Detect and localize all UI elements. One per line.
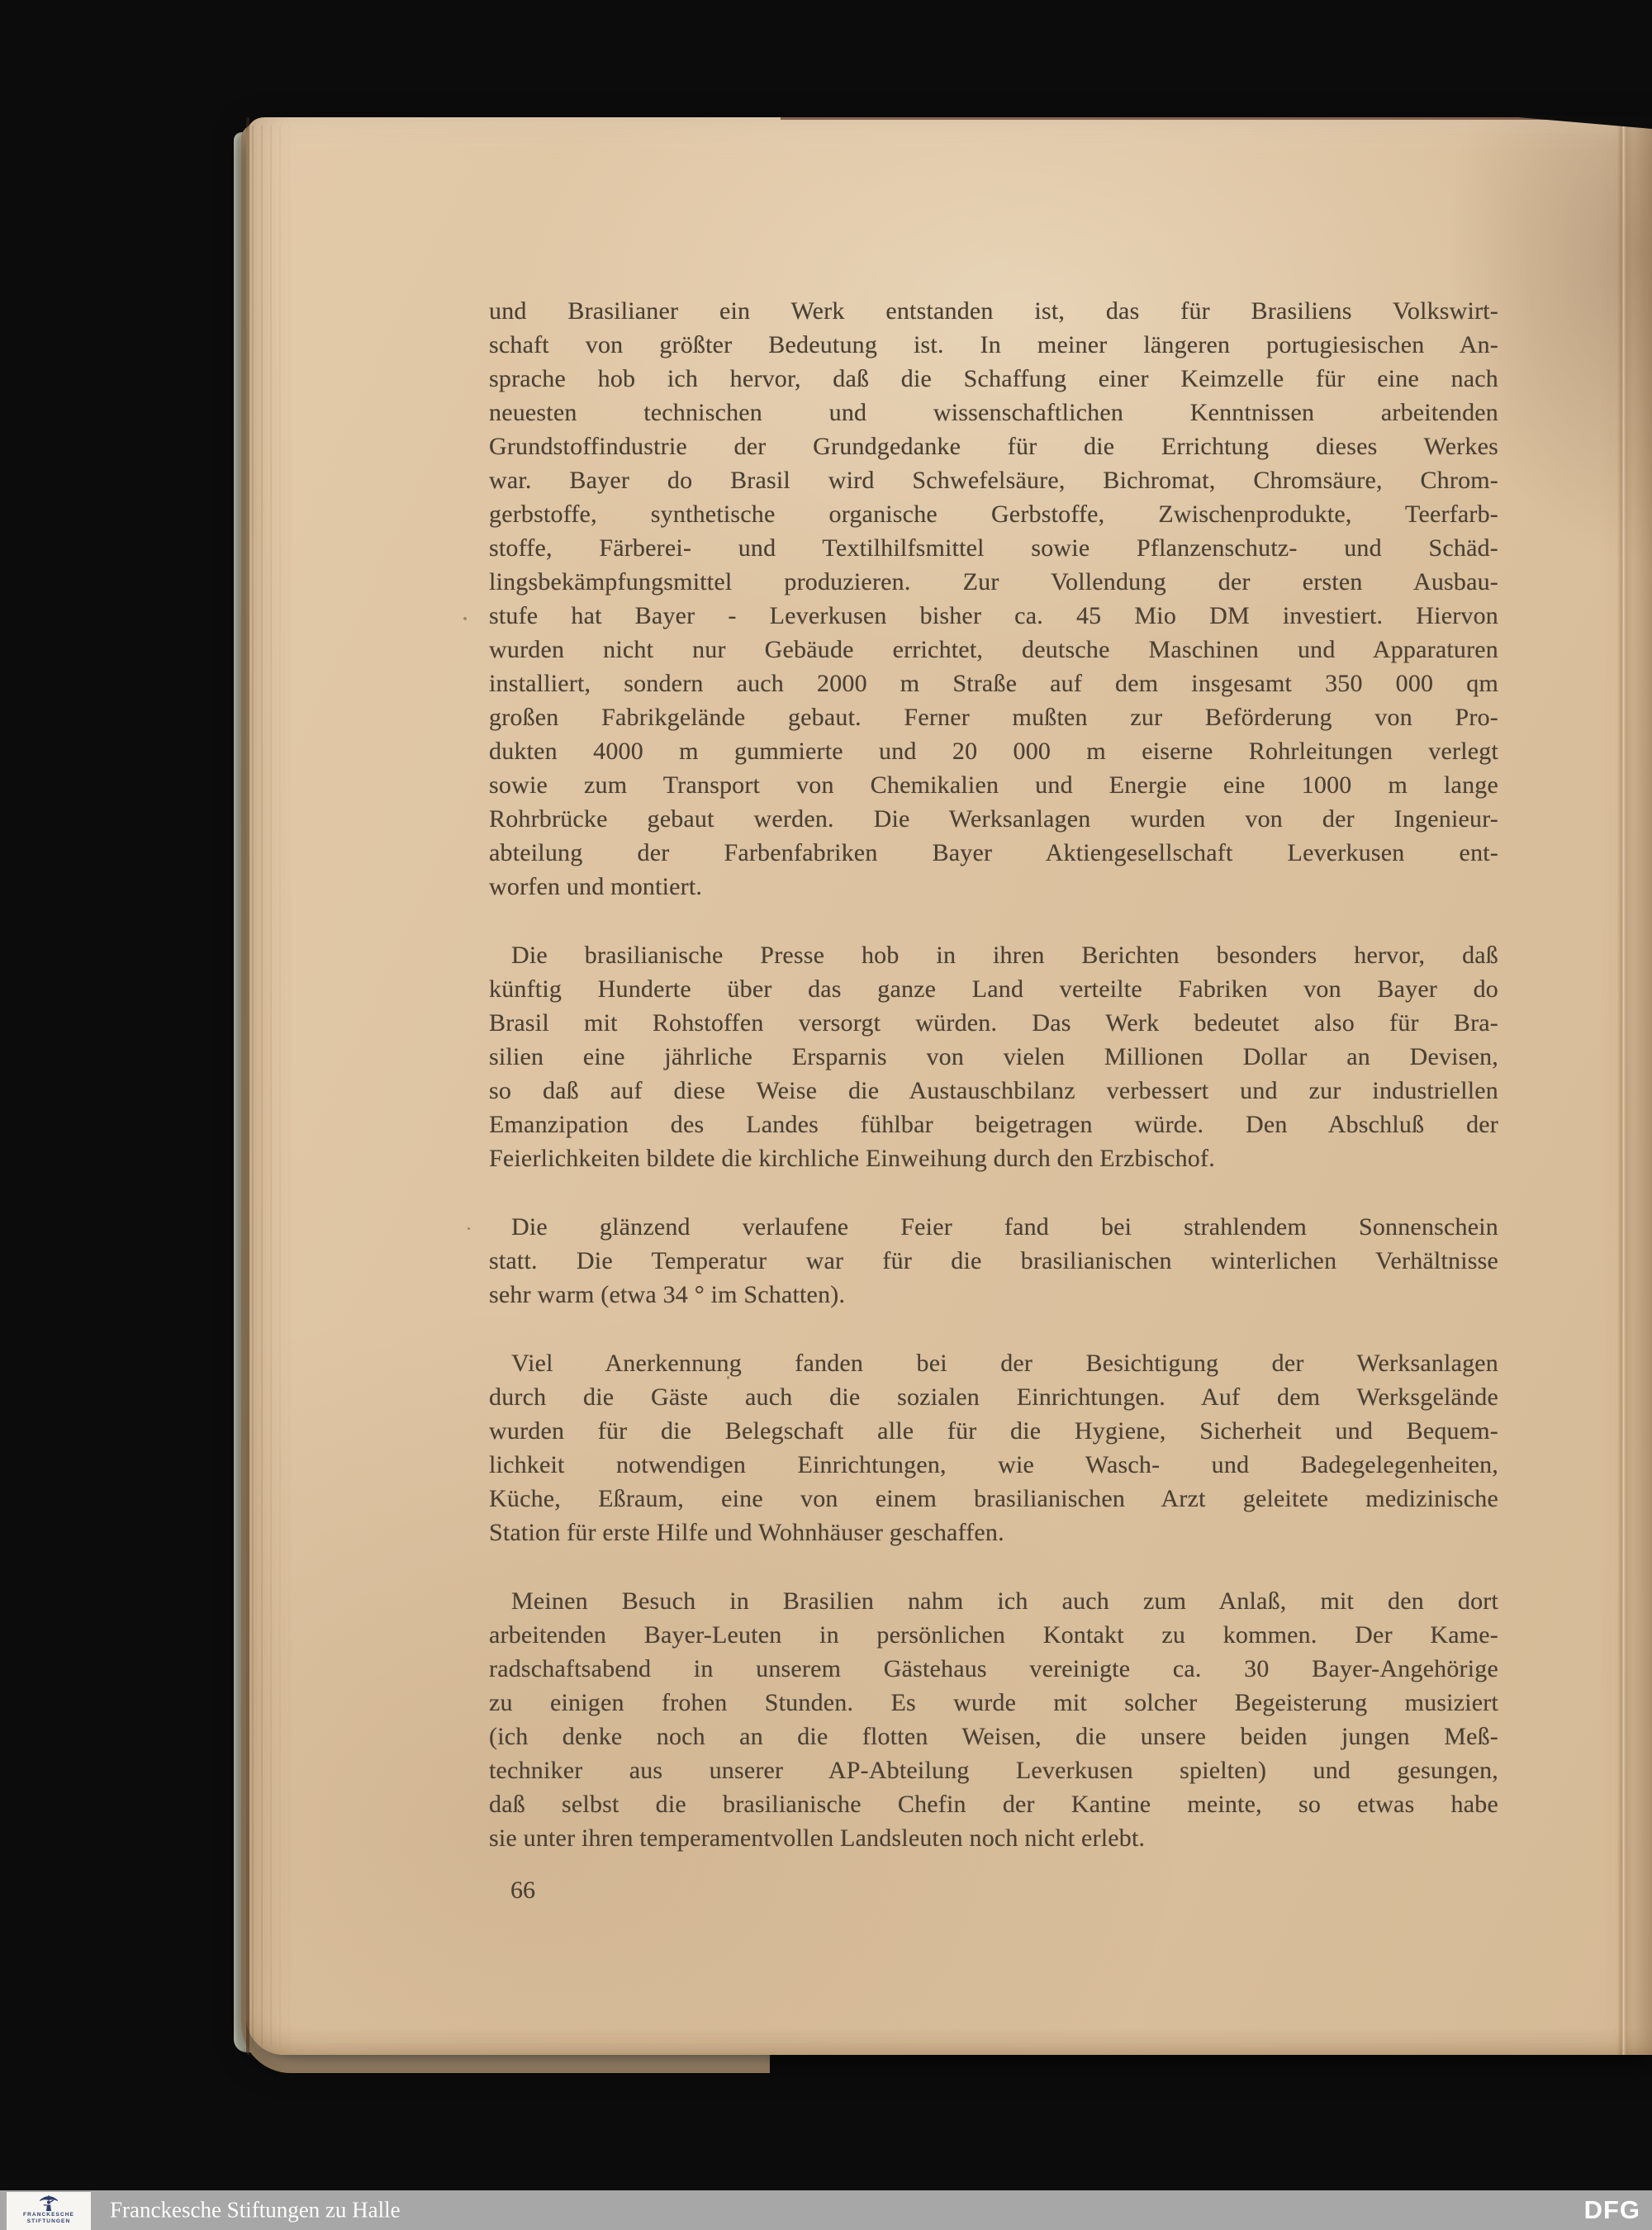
franckesche-stiftungen-logo bbox=[7, 2192, 91, 2230]
text-line: Station für erste Hilfe und Wohnhäuser geschaffen. bbox=[489, 1519, 1004, 1546]
text-line: daß selbst die brasilianische Chefin der Kantine meinte, so etwas habe bbox=[489, 1791, 1498, 1818]
text-line: sowie zum Transport von Chemikalien und Energie eine 1000 m lange bbox=[489, 771, 1498, 799]
text-line: Emanzipation des Landes fühlbar beigetragen würde. Den Abschluß der bbox=[489, 1111, 1498, 1138]
text-line: abteilung der Farbenfabriken Bayer Aktiengesellschaft Leverkusen ent- bbox=[489, 839, 1498, 866]
text-line: war. Bayer do Brasil wird Schwefelsäure, Bichromat, Chromsäure, Chrom- bbox=[489, 467, 1498, 494]
text-line: stoffe, Färberei- und Textilhilfsmittel sowie Pflanzenschutz- und Schäd- bbox=[489, 534, 1498, 562]
text-line: sprache hob ich hervor, daß die Schaffung einer Keimzelle für eine nach bbox=[489, 365, 1498, 392]
text-line: wurden nicht nur Gebäude errichtet, deutsche Maschinen und Apparaturen bbox=[489, 636, 1498, 663]
text-line: lingsbekämpfungsmittel produzieren. Zur Vollendung der ersten Ausbau- bbox=[489, 568, 1498, 595]
paragraph bbox=[489, 294, 1498, 904]
text-line: dukten 4000 m gummierte und 20 000 m eiserne Rohrleitungen verlegt bbox=[489, 738, 1498, 765]
text-line: Viel Anerkennung fanden bei der Besichtigung der Werksanlagen bbox=[511, 1350, 1498, 1377]
text-line: neuesten technischen und wissenschaftlichen Kenntnissen arbeitenden bbox=[489, 399, 1498, 426]
text-line: Die brasilianische Presse hob in ihren Berichten besonders hervor, daß bbox=[511, 942, 1498, 969]
dfg-logo: DFG bbox=[1583, 2195, 1640, 2224]
text-line: (ich denke noch an die flotten Weisen, die unsere beiden jungen Meß- bbox=[489, 1723, 1498, 1750]
text-line: radschaftsabend in unserem Gästehaus vereinigte ca. 30 Bayer-Angehörige bbox=[489, 1655, 1498, 1682]
text-line: Rohrbrücke gebaut werden. Die Werksanlagen wurden von der Ingenieur- bbox=[489, 805, 1498, 833]
text-line: Die glänzend verlaufene Feier fand bei strahlendem Sonnenschein bbox=[511, 1213, 1498, 1241]
page-gutter-strip bbox=[1624, 117, 1652, 2055]
text-line: statt. Die Temperatur war für die brasilianischen winterlichen Verhältnisse bbox=[489, 1247, 1498, 1274]
footer-bar bbox=[0, 2190, 1652, 2230]
page-top-edge-shadow bbox=[781, 117, 1652, 120]
text-line: Feierlichkeiten bildete die kirchliche Einweihung durch den Erzbischof. bbox=[489, 1145, 1215, 1172]
text-line: sie unter ihren temperamentvollen Landsleuten noch nicht erlebt. bbox=[489, 1824, 1146, 1852]
text-line: Grundstoffindustrie der Grundgedanke für die Errichtung dieses Werkes bbox=[489, 433, 1498, 460]
text-line: so daß auf diese Weise die Austauschbilanz verbessert und zur industriellen bbox=[489, 1077, 1498, 1104]
text-line: stufe hat Bayer - Leverkusen bisher ca. 45 Mio DM investiert. Hiervon bbox=[489, 602, 1498, 629]
paragraph bbox=[489, 938, 1498, 1175]
text-line: durch die Gäste auch die sozialen Einrichtungen. Auf dem Werksgelände bbox=[489, 1383, 1498, 1411]
text-line: techniker aus unserer AP-Abteilung Leverkusen spielten) und gesungen, bbox=[489, 1757, 1498, 1784]
text-line: zu einigen frohen Stunden. Es wurde mit solcher Begeisterung musiziert bbox=[489, 1689, 1498, 1716]
text-line: wurden für die Belegschaft alle für die Hygiene, Sicherheit und Bequem- bbox=[489, 1417, 1498, 1445]
text-line: und Brasilianer ein Werk entstanden ist, das für Brasiliens Volkswirt- bbox=[489, 297, 1498, 325]
page-crease bbox=[1617, 117, 1627, 2055]
paragraph bbox=[489, 1346, 1498, 1549]
paragraph bbox=[489, 1210, 1498, 1312]
institution-name: Franckesche Stiftungen zu Halle bbox=[110, 2197, 401, 2223]
text-line: schaft von größter Bedeutung ist. In meiner längeren portugiesischen An- bbox=[489, 331, 1498, 358]
text-line: worfen und montiert. bbox=[489, 873, 703, 900]
text-line: künftig Hunderte über das ganze Land verteilte Fabriken von Bayer do bbox=[489, 975, 1498, 1003]
paragraph bbox=[489, 1584, 1498, 1855]
text-line: silien eine jährliche Ersparnis von vielen Millionen Dollar an Devisen, bbox=[489, 1043, 1498, 1070]
paper-speck bbox=[463, 617, 467, 620]
text-line: Brasil mit Rohstoffen versorgt würden. Das Werk bedeutet also für Bra- bbox=[489, 1009, 1498, 1037]
text-line: arbeitenden Bayer-Leuten in persönlichen Kontakt zu kommen. Der Kame- bbox=[489, 1621, 1498, 1649]
text-line: Küche, Eßraum, eine von einem brasilianischen Arzt geleitete medizinische bbox=[489, 1485, 1498, 1512]
page-number: 66 bbox=[510, 1877, 535, 1904]
paper-speck bbox=[468, 1227, 470, 1230]
franckesche-logo-icon bbox=[38, 2194, 59, 2212]
text-line: Meinen Besuch in Brasilien nahm ich auch zum Anlaß, mit den dort bbox=[511, 1587, 1498, 1615]
text-line: lichkeit notwendigen Einrichtungen, wie Wasch- und Badegelegenheiten, bbox=[489, 1451, 1498, 1478]
text-line: großen Fabrikgelände gebaut. Ferner mußten zur Beförderung von Pro- bbox=[489, 704, 1498, 731]
page-text-block bbox=[489, 294, 1498, 1855]
book-page bbox=[246, 117, 1652, 2055]
text-line: installiert, sondern auch 2000 m Straße auf dem insgesamt 350 000 qm bbox=[489, 670, 1498, 697]
text-line: gerbstoffe, synthetische organische Gerbstoffe, Zwischenprodukte, Teerfarb- bbox=[489, 501, 1498, 528]
page-edge-striations bbox=[252, 126, 297, 2047]
paper-speck bbox=[727, 1376, 729, 1379]
logo-text-line2: STIFTUNGEN bbox=[26, 2218, 71, 2224]
text-line: sehr warm (etwa 34 ° im Schatten). bbox=[489, 1281, 846, 1308]
logo-text-line1: FRANCKESCHE bbox=[23, 2212, 74, 2218]
